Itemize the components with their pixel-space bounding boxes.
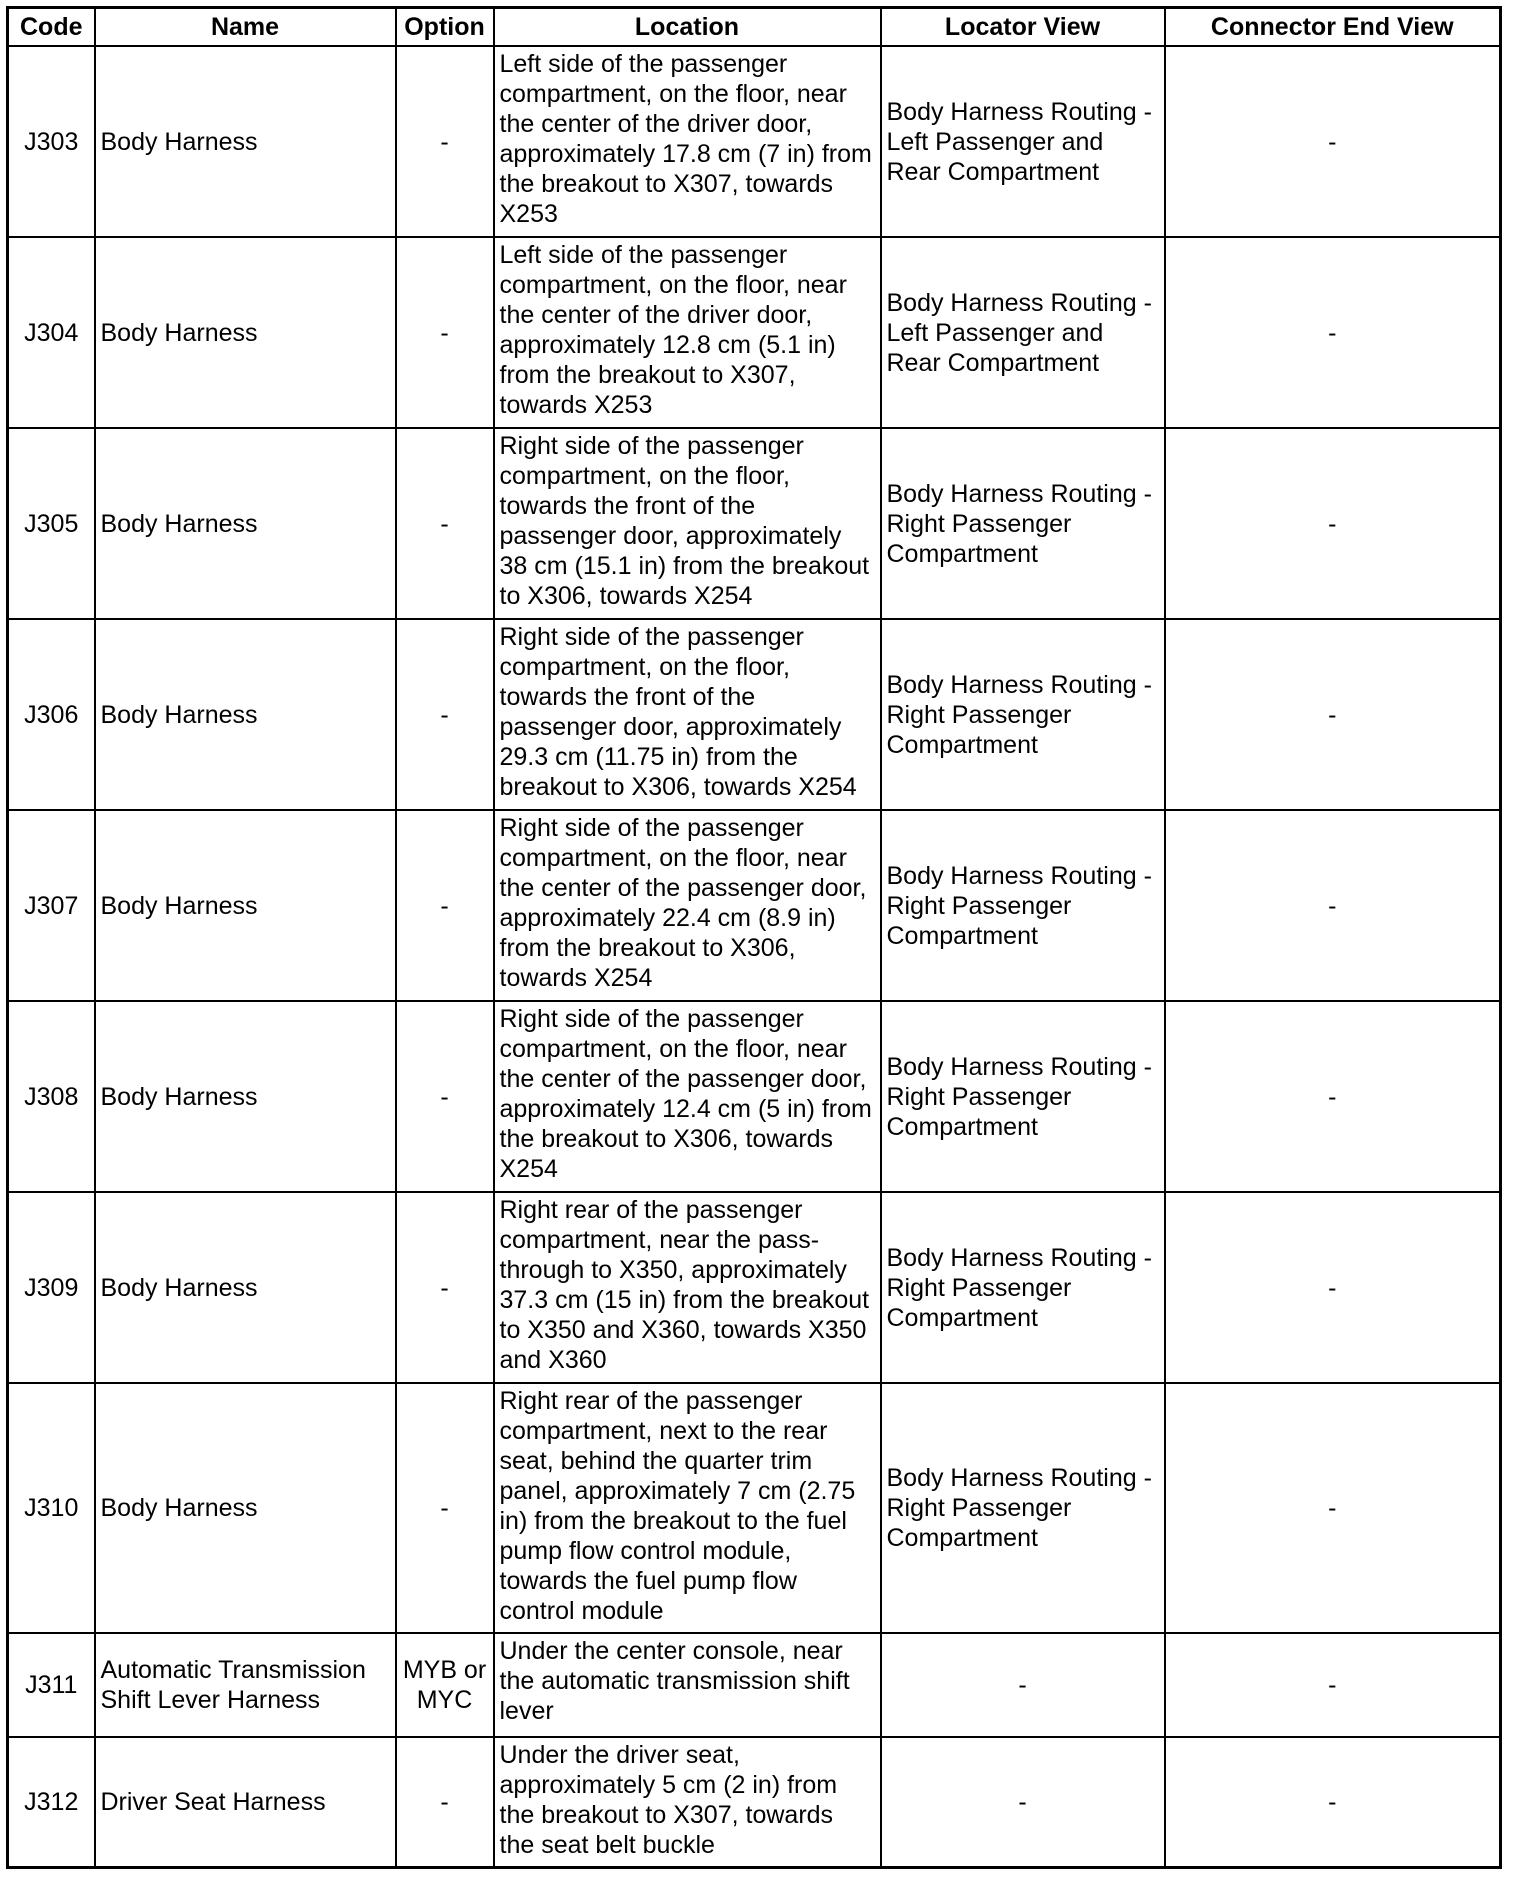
location-cell: Left side of the passenger compartment, on the floor, near the center of the driver door, approximately 17.8 cm (7 in) from the breakout to X307, towards X253 [494,46,881,237]
connector-end-view-cell: - [1165,237,1501,428]
header-row [8,8,1501,47]
code-cell: J304 [8,237,95,428]
code-cell: J303 [8,46,95,237]
location-cell: Right side of the passenger compartment, on the floor, near the center of the passenger door, approximately 12.4 cm (5 in) from the breakout to X306, towards X254 [494,1001,881,1192]
name-cell: Body Harness [95,619,396,810]
name-cell: Body Harness [95,1383,396,1633]
location-cell: Right rear of the passenger compartment, next to the rear seat, behind the quarter trim panel, approximately 7 cm (2.75 in) from the breakout to the fuel pump flow control module, towards the fuel pump flow control module [494,1383,881,1633]
code-cell: J309 [8,1192,95,1383]
name-cell: Body Harness [95,237,396,428]
connector-end-view-cell: - [1165,1001,1501,1192]
connector-end-view-cell: - [1165,1192,1501,1383]
name-cell: Body Harness [95,1001,396,1192]
name-cell: Body Harness [95,810,396,1001]
name-cell: Driver Seat Harness [95,1737,396,1867]
option-cell: - [396,1192,494,1383]
connector-end-view-cell: - [1165,428,1501,619]
connector-end-view-cell: - [1165,1633,1501,1737]
header-connector-end-view: Connector End View [1165,8,1501,47]
code-cell: J307 [8,810,95,1001]
code-cell: J311 [8,1633,95,1737]
option-cell: - [396,1383,494,1633]
splice-location-table [6,6,1502,1869]
connector-end-view-cell: - [1165,1383,1501,1633]
location-cell: Right side of the passenger compartment, on the floor, towards the front of the passenger door, approximately 29.3 cm (11.75 in) from the breakout to X306, towards X254 [494,619,881,810]
table-row [8,1633,1501,1737]
header-code: Code [8,8,95,47]
locator-view-cell: - [881,1633,1165,1737]
option-cell: - [396,46,494,237]
table-row [8,619,1501,810]
connector-end-view-cell: - [1165,46,1501,237]
connector-end-view-cell: - [1165,619,1501,810]
locator-view-cell: Body Harness Routing - Right Passenger Compartment [881,810,1165,1001]
locator-view-cell: Body Harness Routing - Right Passenger Compartment [881,428,1165,619]
locator-view-cell: Body Harness Routing - Right Passenger Compartment [881,1192,1165,1383]
name-cell: Body Harness [95,46,396,237]
header-location: Location [494,8,881,47]
name-cell: Body Harness [95,428,396,619]
name-cell: Automatic Transmission Shift Lever Harness [95,1633,396,1737]
locator-view-cell: Body Harness Routing - Right Passenger Compartment [881,619,1165,810]
option-cell: - [396,1737,494,1867]
locator-view-cell: Body Harness Routing - Left Passenger and Rear Compartment [881,237,1165,428]
name-cell: Body Harness [95,1192,396,1383]
locator-view-cell: Body Harness Routing - Left Passenger and Rear Compartment [881,46,1165,237]
header-locator-view: Locator View [881,8,1165,47]
table-row [8,1383,1501,1633]
option-cell: MYB or MYC [396,1633,494,1737]
locator-view-cell: - [881,1737,1165,1867]
connector-end-view-cell: - [1165,810,1501,1001]
table-row [8,1192,1501,1383]
code-cell: J306 [8,619,95,810]
header-name: Name [95,8,396,47]
location-cell: Right side of the passenger compartment, on the floor, near the center of the passenger door, approximately 22.4 cm (8.9 in) from the breakout to X306, towards X254 [494,810,881,1001]
location-cell: Left side of the passenger compartment, on the floor, near the center of the driver door, approximately 12.8 cm (5.1 in) from the breakout to X307, towards X253 [494,237,881,428]
table-row [8,1737,1501,1867]
table-row [8,428,1501,619]
location-cell: Under the driver seat, approximately 5 cm (2 in) from the breakout to X307, towards the seat belt buckle [494,1737,881,1867]
table-row [8,810,1501,1001]
code-cell: J305 [8,428,95,619]
option-cell: - [396,1001,494,1192]
code-cell: J308 [8,1001,95,1192]
table-row [8,237,1501,428]
location-cell: Right side of the passenger compartment, on the floor, towards the front of the passenger door, approximately 38 cm (15.1 in) from the breakout to X306, towards X254 [494,428,881,619]
locator-view-cell: Body Harness Routing - Right Passenger Compartment [881,1001,1165,1192]
location-cell: Right rear of the passenger compartment, near the pass-through to X350, approximately 37.3 cm (15 in) from the breakout to X350 and X360, towards X350 and X360 [494,1192,881,1383]
header-option: Option [396,8,494,47]
option-cell: - [396,428,494,619]
option-cell: - [396,810,494,1001]
code-cell: J312 [8,1737,95,1867]
location-cell: Under the center console, near the automatic transmission shift lever [494,1633,881,1737]
option-cell: - [396,237,494,428]
table-row [8,1001,1501,1192]
option-cell: - [396,619,494,810]
locator-view-cell: Body Harness Routing - Right Passenger Compartment [881,1383,1165,1633]
table-row [8,46,1501,237]
connector-end-view-cell: - [1165,1737,1501,1867]
code-cell: J310 [8,1383,95,1633]
